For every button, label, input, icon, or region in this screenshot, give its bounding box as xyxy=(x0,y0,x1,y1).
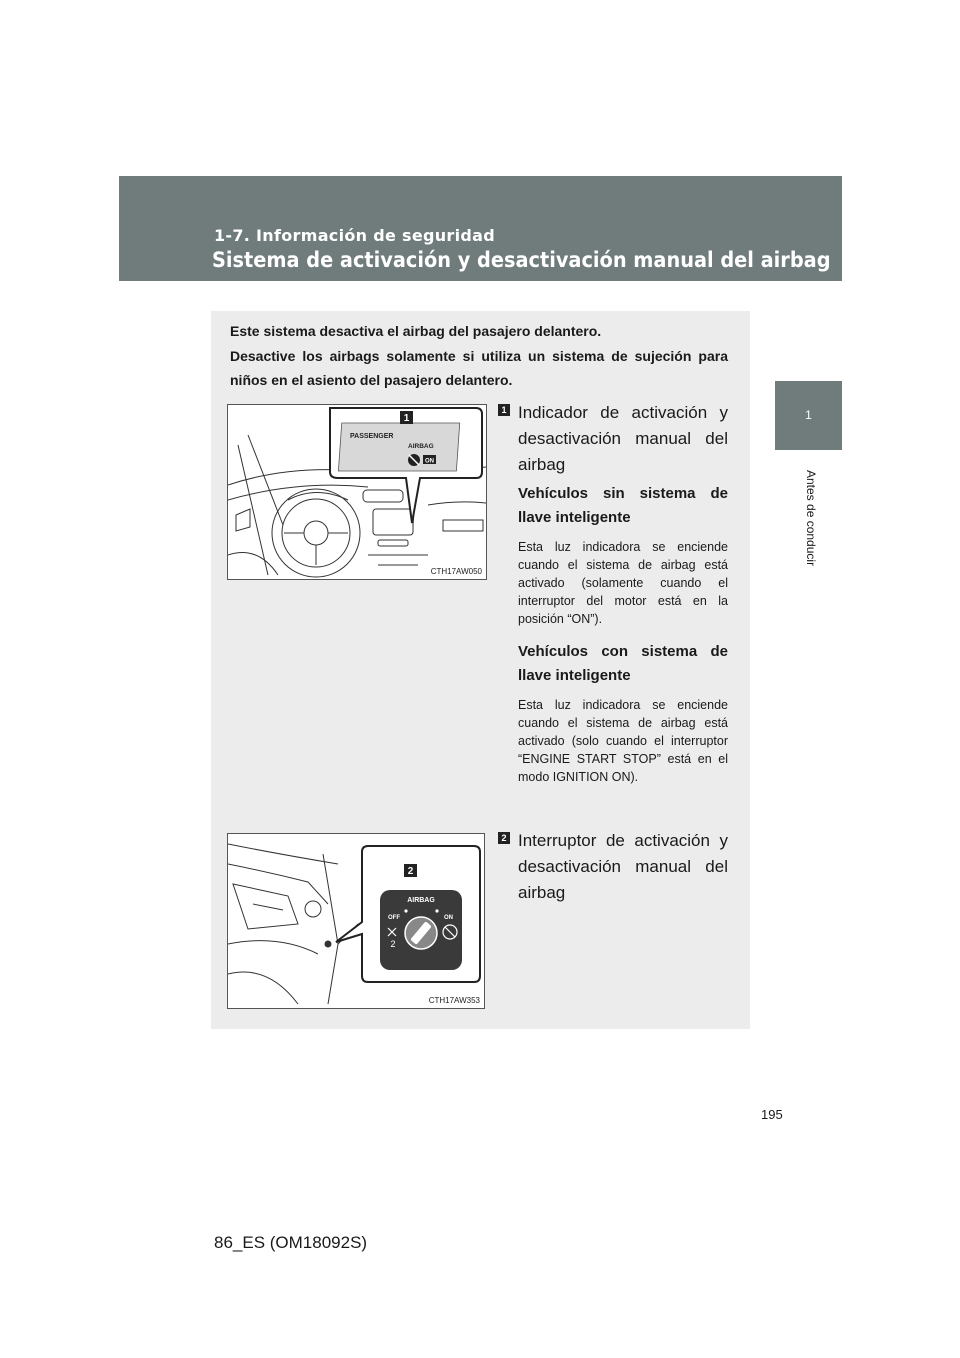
section-label: 1-7. Información de seguridad xyxy=(214,226,496,245)
header-band xyxy=(119,176,842,281)
item-1 xyxy=(500,400,728,786)
item-1-sub2-heading: Vehículos con sistema de llave inteligente xyxy=(518,643,728,684)
switch-airbag-label: AIRBAG xyxy=(407,897,435,904)
figure2-callout-number: 2 xyxy=(407,866,414,877)
dashboard-drawing xyxy=(228,405,486,579)
item-1-sub1-heading: Vehículos sin sistema de llave inteligente xyxy=(518,485,728,526)
item-1-sub2-text: Esta luz indicadora se enciende cuando el sistema de airbag está activado (solo cuando el interruptor “ENGINE START STOP” está en el modo IGNITION ON). xyxy=(518,698,728,784)
item-1-sub1-text: Esta luz indicadora se enciende cuando el sistema de airbag está activado (solamente cuando el interruptor del motor está en la posición “ON”). xyxy=(518,540,728,626)
item-2-title: Interruptor de activación y desactivación manual del airbag xyxy=(518,831,728,902)
figure1-callout-number: 1 xyxy=(403,413,410,424)
content-panel xyxy=(211,311,750,1029)
item-2-badge: 2 xyxy=(498,832,510,844)
panel-passenger-label: PASSENGER xyxy=(350,433,394,440)
panel-airbag-label: AIRBAG xyxy=(408,443,434,450)
switch-on-label: ON xyxy=(444,915,453,921)
svg-text:2: 2 xyxy=(390,939,396,949)
document-code: 86_ES (OM18092S) xyxy=(214,1233,368,1252)
switch-drawing xyxy=(228,834,484,1008)
chapter-tab[interactable]: 1 xyxy=(775,381,842,450)
item-1-badge: 1 xyxy=(498,404,510,416)
intro-line-1: Este sistema desactiva el airbag del pasajero delantero. xyxy=(230,323,602,339)
figure1-code: CTH17AW050 xyxy=(430,567,482,576)
switch-off-label: OFF xyxy=(388,915,400,921)
panel-on-label: ON xyxy=(425,458,434,465)
item-2 xyxy=(500,828,728,906)
intro-line-2: Desactive los airbags solamente si utiliza un sistema de sujeción para niños en el asiento del pasajero delantero. xyxy=(230,348,728,388)
page-number: 195 xyxy=(761,1107,783,1122)
dashboard-illustration xyxy=(227,404,487,580)
airbag-switch-illustration xyxy=(227,833,485,1009)
intro-text xyxy=(230,319,728,393)
item-1-title: Indicador de activación y desactivación manual del airbag xyxy=(518,403,728,474)
page-title: Sistema de activación y desactivación manual del airbag xyxy=(212,248,831,272)
chapter-label: Antes de conducir xyxy=(804,470,818,567)
figure2-code: CTH17AW353 xyxy=(428,996,480,1005)
